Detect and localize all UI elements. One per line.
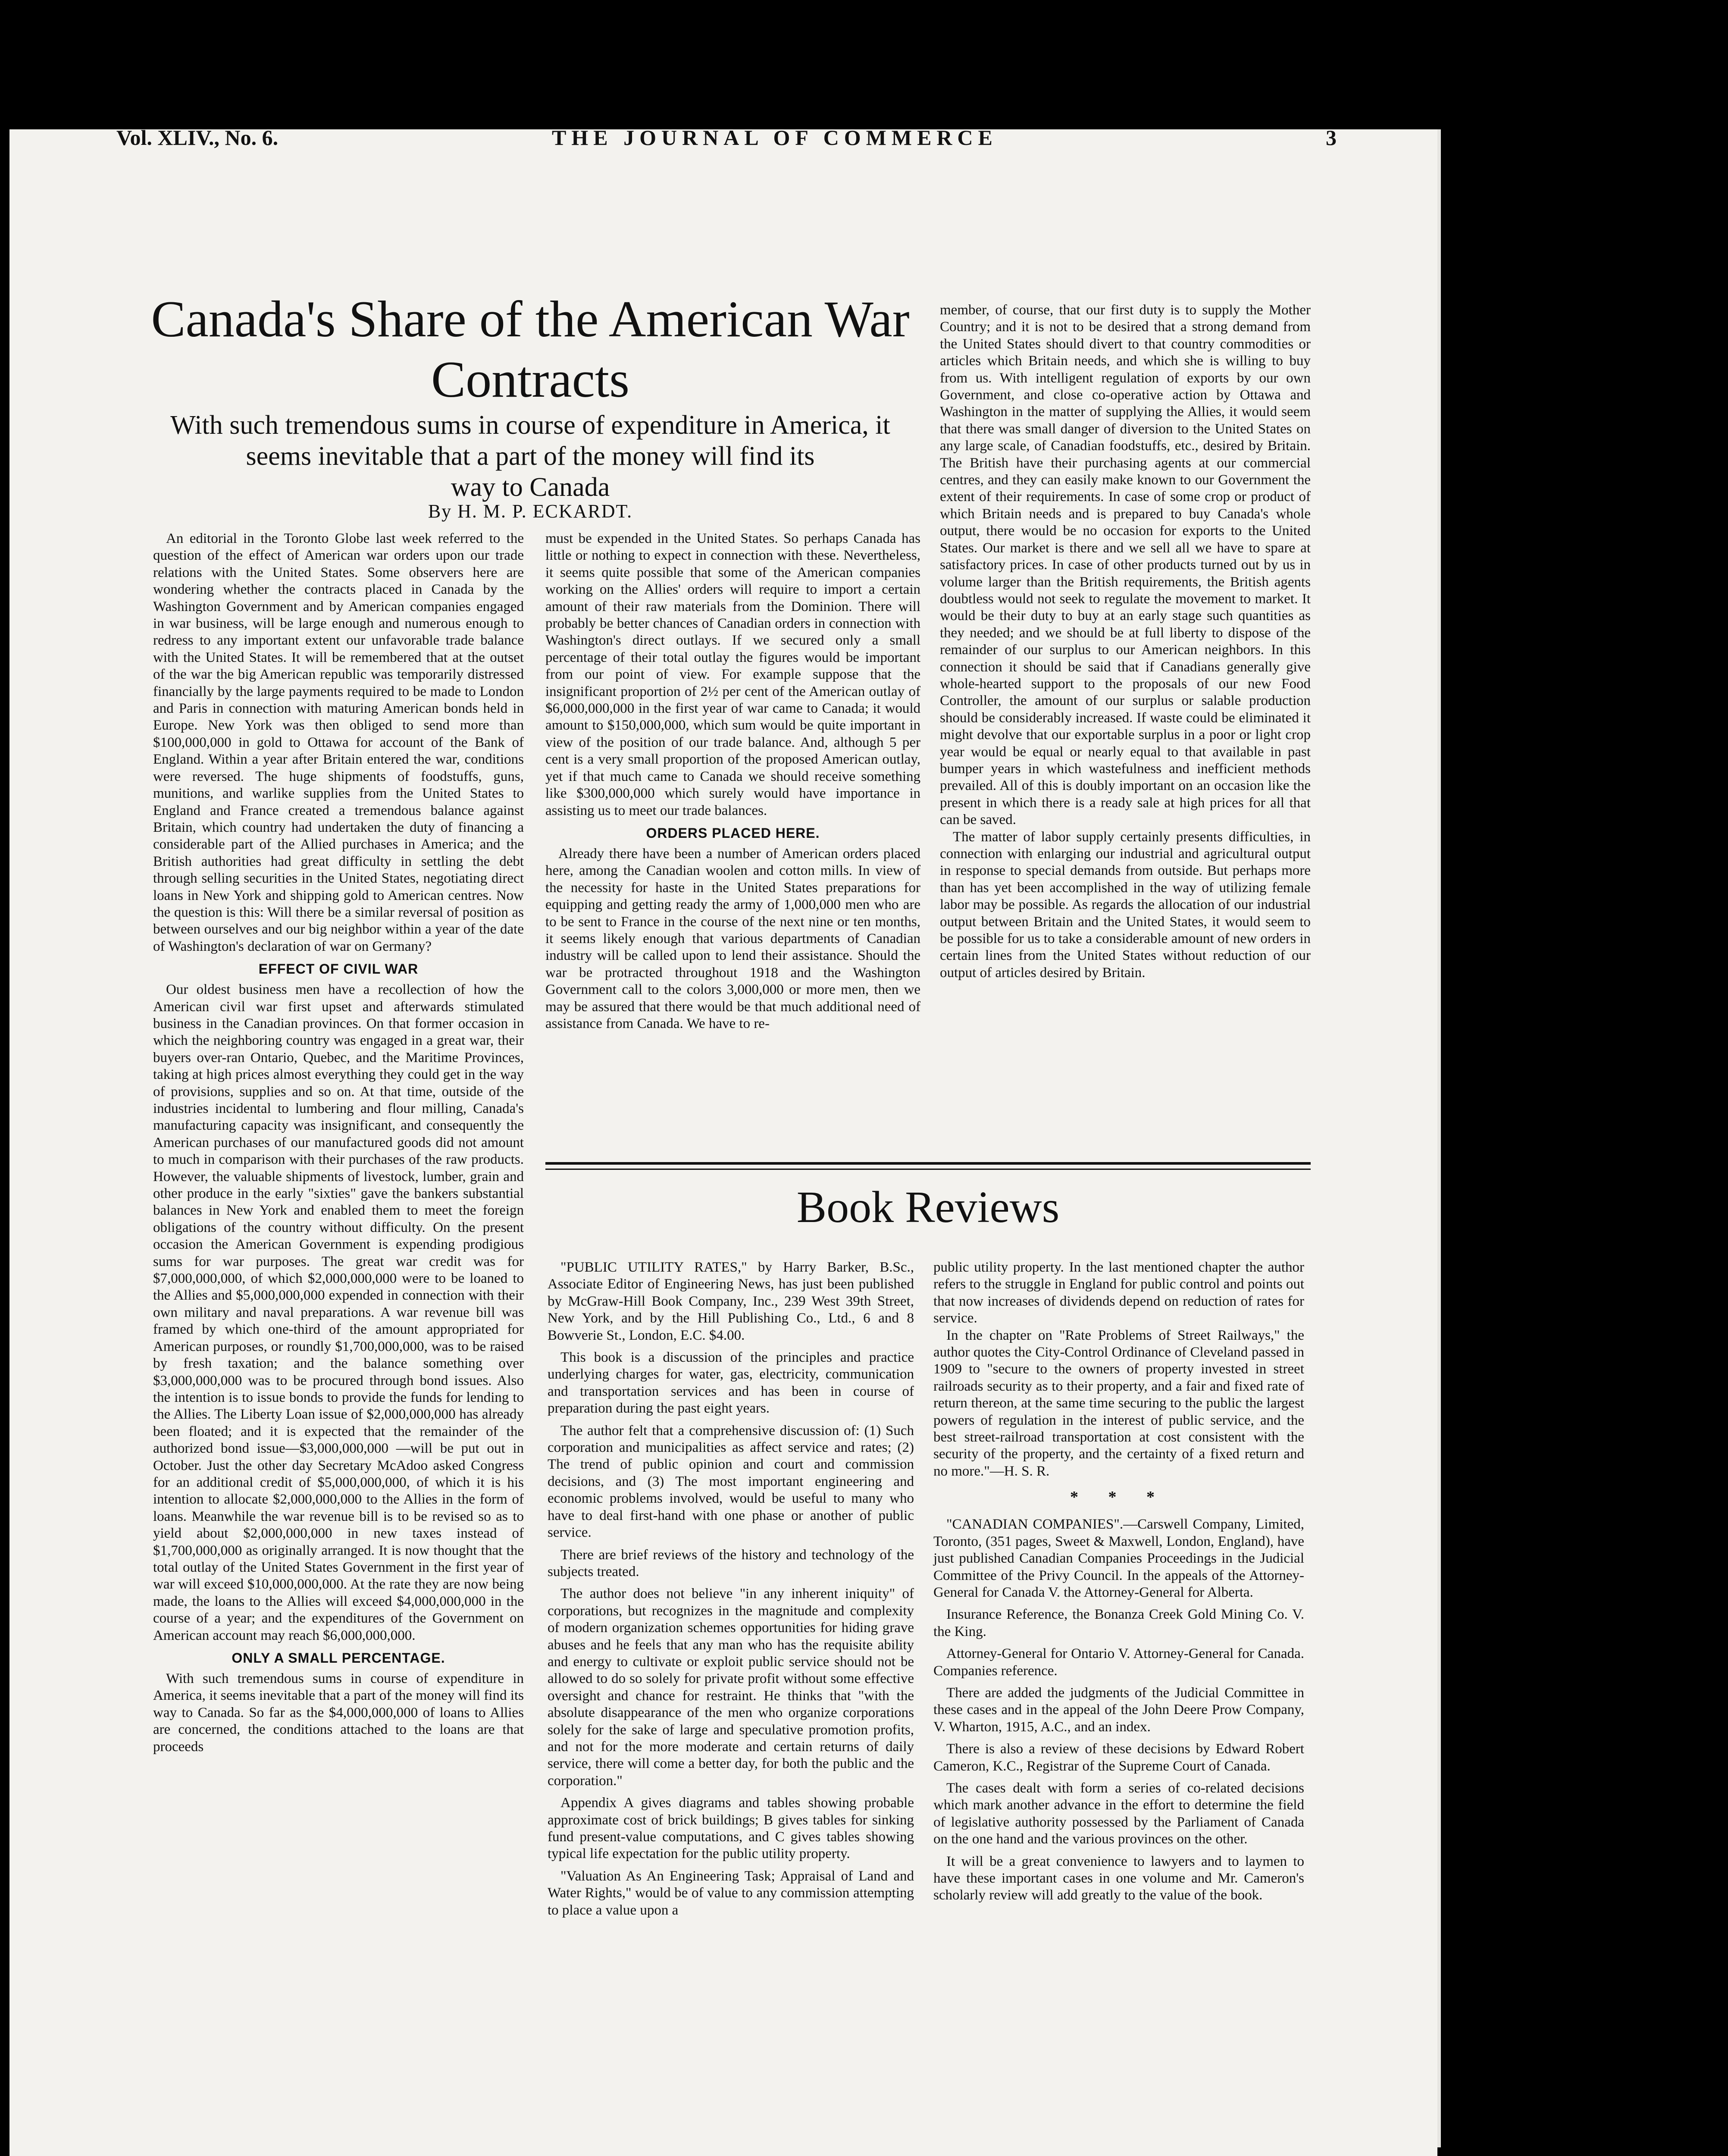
- paragraph: This book is a discussion of the principles and practice underlying charges for water, gas, electricity, communication and transportation services and has been in course of preparation during the past eight years.: [548, 1350, 914, 1416]
- paragraph: must be expended in the United States. So perhaps Canada has little or nothing to expect in connection with these. Nevertheless, it seems quite possible that some of the American companies working on the Allies' orders will require to import a certain amount of their raw materials from the Dominion. There will probably be better chances of Canadian orders in connection with Washington's direct outlays. If we secured only a small percentage of their total outlay the figures would be important from our point of view. For example suppose that the insignificant proportion of 2½ per cent of the American outlay of $6,000,000,000 in the first year of war came to Canada; it would amount to $150,000,000, which sum would be quite important in view of the position of our trade balance. And, although 5 per cent is a very small proportion of the proposed American outlay, yet if that much came to Canada we should receive something like $300,000,000 which surely would have importance in assisting us to meet our trade balances.: [545, 531, 920, 818]
- paragraph: The cases dealt with form a series of co-related decisions which mark another advance in the effort to determine the field of legislative authority possessed by the Parliament of Canada on the one hand and the various provinces on the other.: [933, 1780, 1304, 1847]
- paragraph: The author felt that a comprehensive discussion of: (1) Such corporation and municipalities as affect service and rates; (2) The trend of public opinion and court and commission decisions, and (3) The most important engineering and economic problems involved, would be useful to many who have to deal first-hand with one phase or another of public service.: [548, 1423, 914, 1541]
- section-rule-thin: [545, 1169, 1311, 1170]
- article-title: Canada's Share of the American War: [151, 290, 910, 348]
- article-title-line2: Contracts: [431, 351, 629, 408]
- article-column-3: [940, 302, 1311, 981]
- paragraph: Appendix A gives diagrams and tables showing probable approximate cost of brick buildings; B gives tables for sinking fund present-value computations, and C gives tables showing typical life expectation for the public utility property.: [548, 1795, 914, 1862]
- paragraph: Already there have been a number of American orders placed here, among the Canadian woolen and cotton mills. In view of the necessity for haste in the United States preparations for equipping and getting ready the army of 1,000,000 men who are to be sent to France in the course of the next nine or ten months, it seems likely enough that various departments of Canadian industry will be called upon to lend their assistance. Should the war be protracted throughout 1918 and the Washington Government call to the colors 3,000,000 or more men, then we may be assured that there would be that much additional need of assistance from Canada. We have to re-: [545, 846, 920, 1031]
- paragraph: "Valuation As An Engineering Task; Appraisal of Land and Water Rights," would be of value to any commission attempting to place a value upon a: [548, 1868, 914, 1918]
- subtitle-line3: way to Canada: [451, 473, 610, 502]
- paragraph: An editorial in the Toronto Globe last week referred to the question of the effect of American war orders upon our trade relations with the United States. Some observers here are wondering whether the contracts placed in Canada by the Washington Government and by American companies engaged in war business, will be large enough and numerous enough to redress to any important extent our unfavorable trade balance with the United States. It will be remembered that at the outset of the war the big American republic was temporarily distressed financially by the large payments required to be made to London and Paris in connection with maturing American bonds held in Europe. New York was then obliged to send more than $100,000,000 in gold to Ottawa for account of the Bank of England. Within a year after Britain entered the war, conditions were reversed. The huge shipments of foodstuffs, guns, munitions, and warlike supplies from the United States to England and France created a tremendous balance against Britain, which country had undertaken the duty of financing a considerable part of the Allied purchases in America; and the British authorities had great difficulty in settling the debt through selling securities in the United States, negotiating direct loans in New York and shipping gold to American centres. Now the question is this: Will there be a similar reversal of position as between ourselves and our big neighbor within a year of the date of Washington's declaration of war on Germany?: [153, 531, 524, 954]
- section-subhead: EFFECT OF CIVIL WAR: [258, 961, 419, 977]
- paragraph: The author does not believe "in any inherent iniquity" of corporations, but recognizes in the magnitude and complexity of modern organization schemes opportunities for hiding grave abuses and he feels that any man who has the requisite ability and energy to cultivate or exploit public service should not be allowed to do so solely for private profit without some effective oversight and chance for restraint. He thinks that "with the absolute disappearance of the men who organize corporations solely for the sake of large and speculative promotion profits, and not for the more moderate and certain returns of daily service, there will come a better day, for both the public and the corporation.": [548, 1586, 914, 1789]
- section-subhead: ORDERS PLACED HERE.: [646, 825, 820, 841]
- paragraph: There are added the judgments of the Judicial Committee in these cases and in the appeal of the John Deere Prow Company, V. Wharton, 1915, A.C., and an index.: [933, 1685, 1304, 1735]
- article-subtitle: [142, 410, 918, 503]
- paragraph: It will be a great convenience to lawyers and to laymen to have these important cases in one volume and Mr. Cameron's scholarly review will add greatly to the value of the book.: [933, 1853, 1304, 1903]
- subtitle-line1: With such tremendous sums in course of expenditure in America, it: [170, 411, 890, 440]
- paragraph: Our oldest business men have a recollection of how the American civil war first upset and afterwards stimulated business in the Canadian provinces. On that former occasion in which the neighboring country was engaged in a great war, their buyers over-ran Ontario, Quebec, and the Maritime Provinces, taking at high prices almost everything they could get in the way of provisions, supplies and so on. At that time, outside of the industries incidental to lumbering and flour milling, Canada's manufacturing capacity was insignificant, and consequently the American purchases of our manufactured goods did not amount to much in comparison with their purchases of the raw products. However, the valuable shipments of livestock, lumber, grain and other produce in the early "sixties" gave the bankers substantial balances in New York and enabled them to meet the foreign obligations of the country without difficulty. On the present occasion the American Government is expending prodigious sums for war purposes. The great war credit was for $7,000,000,000, of which $2,000,000,000 were to be loaned to the Allies and $5,000,000,000 expended in connection with their own military and naval preparations. A war revenue bill was framed by which one-third of the amount appropriated for American purposes, or roundly $1,700,000,000, was to be raised by fresh taxation; and the balance something over $3,000,000,000 was to be procured through bond issues. Also the intention is to issue bonds to provide the funds for lending to the Allies. The Liberty Loan issue of $2,000,000,000 has already been floated; and it is expected that the remainder of the authorized bond issue—$3,000,000,000 —will be put out in October. Just the other day Secretary McAdoo asked Congress for an additional credit of $5,000,000,000, of which it is his intention to allocate $2,000,000,000 to the Allies in the form of loans. Meanwhile the war revenue bill is to be revised so as to yield about $2,000,000,000 in new taxes instead of $1,700,000,000 as originally arranged. It is now thought that the total outlay of the United States Government in the first year of war will exceed $10,000,000,000. At the rate they are now being made, the loans to the Allies will exceed $4,000,000,000 in the course of a year; and the expenditures of the Government on American account may reach $6,000,000,000.: [153, 982, 524, 1643]
- volume-number: Vol. XLIV., No. 6.: [116, 125, 279, 150]
- article-column-1: [153, 530, 524, 1755]
- page-edge: [1437, 129, 1441, 2147]
- article-column-2: [545, 530, 920, 1032]
- paragraph: With such tremendous sums in course of expenditure in America, it seems inevitable that a part of the money will find its way to Canada. So far as the $4,000,000,000 of loans to Allies are concerned, the conditions attached to the loans are that proceeds: [153, 1671, 524, 1755]
- byline: By H. M. P. ECKARDT.: [428, 501, 633, 522]
- running-header: [116, 125, 1337, 160]
- paragraph: In the chapter on "Rate Problems of Street Railways," the author quotes the City-Control Ordinance of Cleveland passed in 1909 to "secure to the owners of property invested in street railroads security as to their property, and a fair and fixed rate of return thereon, at the same time securing to the public the largest powers of regulation in the interest of public service, and the best street-railroad transportation at cost consistent with the security of the property, and the certainty of a fixed return and no more."—H. S. R.: [933, 1327, 1304, 1479]
- paragraph: Attorney-General for Ontario V. Attorney-General for Canada. Companies reference.: [933, 1646, 1304, 1679]
- review-column-1: [548, 1259, 914, 1919]
- review-column-2: [933, 1259, 1304, 1904]
- page-number: 3: [1326, 125, 1337, 150]
- paragraph: "PUBLIC UTILITY RATES," by Harry Barker, B.Sc., Associate Editor of Engineering News, has just been published by McGraw-Hill Book Company, Inc., 239 West 39th Street, New York, and by the Hill Publishing Co., Ltd., 6 and 8 Bowverie St., London, E.C. $4.00.: [548, 1260, 914, 1343]
- paragraph: Insurance Reference, the Bonanza Creek Gold Mining Co. V. the King.: [933, 1607, 1304, 1639]
- paragraph: member, of course, that our first duty is to supply the Mother Country; and it is not to be desired that a strong demand from the United States should divert to that country commodities or articles which Britain needs, and which she is willing to buy from us. With intelligent regulation of exports by our own Government, and close co-operative action by Ottawa and Washington in the matter of supplying the Allies, it would seem that there was small danger of diversion to the United States on any large scale, of Canadian foodstuffs, etc., desired by Britain. The British have their purchasing agents at our commercial centres, and they can easily make known to our Government the extent of their requirements. In case of some crop or product of which Britain needs and is prepared to buy Canada's whole output, there would be no occasion for exports to the United States. Our market is there and we sell all we have to spare at satisfactory prices. In case of other products turned out by us in volume larger than the British requirements, the British agents doubtless would not seek to regulate the movement to market. It would be their duty to buy at an early stage such quantities as they needed; and we should be at full liberty to dispose of the remainder of our surplus to our American neighbors. In this connection it should be said that if Canadians generally give whole-hearted support to the proposals of our new Food Controller, the amount of our surplus or salable production should be considerably increased. If waste could be eliminated it might devolve that our exportable surplus in a poor or light crop year would be equal or nearly equal to that available in past bumper years in which wastefulness and inefficient methods prevailed. All of this is doubly important on an occasion like the present in which there is a ready sale at high prices for all that can be saved.: [940, 302, 1311, 828]
- paragraph: There is also a review of these decisions by Edward Robert Cameron, K.C., Registrar of the Supreme Court of Canada.: [933, 1741, 1304, 1774]
- section-subhead: ONLY A SMALL PERCENTAGE.: [232, 1650, 445, 1666]
- subtitle-line2: seems inevitable that a part of the money will find its: [246, 442, 815, 471]
- paragraph: public utility property. In the last mentioned chapter the author refers to the struggle in England for public control and points out that now increases of dividends depend on reduction of rates for service.: [933, 1260, 1304, 1326]
- paragraph: "CANADIAN COMPANIES".—Carswell Company, Limited, Toronto, (351 pages, Sweet & Maxwell, London, England), have just published Canadian Companies Proceedings in the Judicial Committee of the Privy Council. In the appeals of the Attorney-General for Canada V. the Attorney-General for Alberta.: [933, 1517, 1304, 1600]
- section-divider-stars: * * *: [1070, 1488, 1168, 1507]
- masthead: THE JOURNAL OF COMMERCE: [552, 125, 998, 150]
- paragraph: The matter of labor supply certainly presents difficulties, in connection with enlarging our industrial and agricultural output in response to special demands from outside. But perhaps more than has yet been accomplished in the way of utilizing female labor may be possible. As regards the allocation of our industrial output between Britain and the United States, it would seem to be possible for us to take a considerable amount of new orders in certain lines from the United States without reduction of our output of articles desired by Britain.: [940, 829, 1311, 981]
- section-rule: [545, 1162, 1311, 1165]
- paragraph: There are brief reviews of the history and technology of the subjects treated.: [548, 1547, 914, 1579]
- book-reviews-heading: Book Reviews: [796, 1182, 1060, 1232]
- article-headline: [142, 289, 918, 410]
